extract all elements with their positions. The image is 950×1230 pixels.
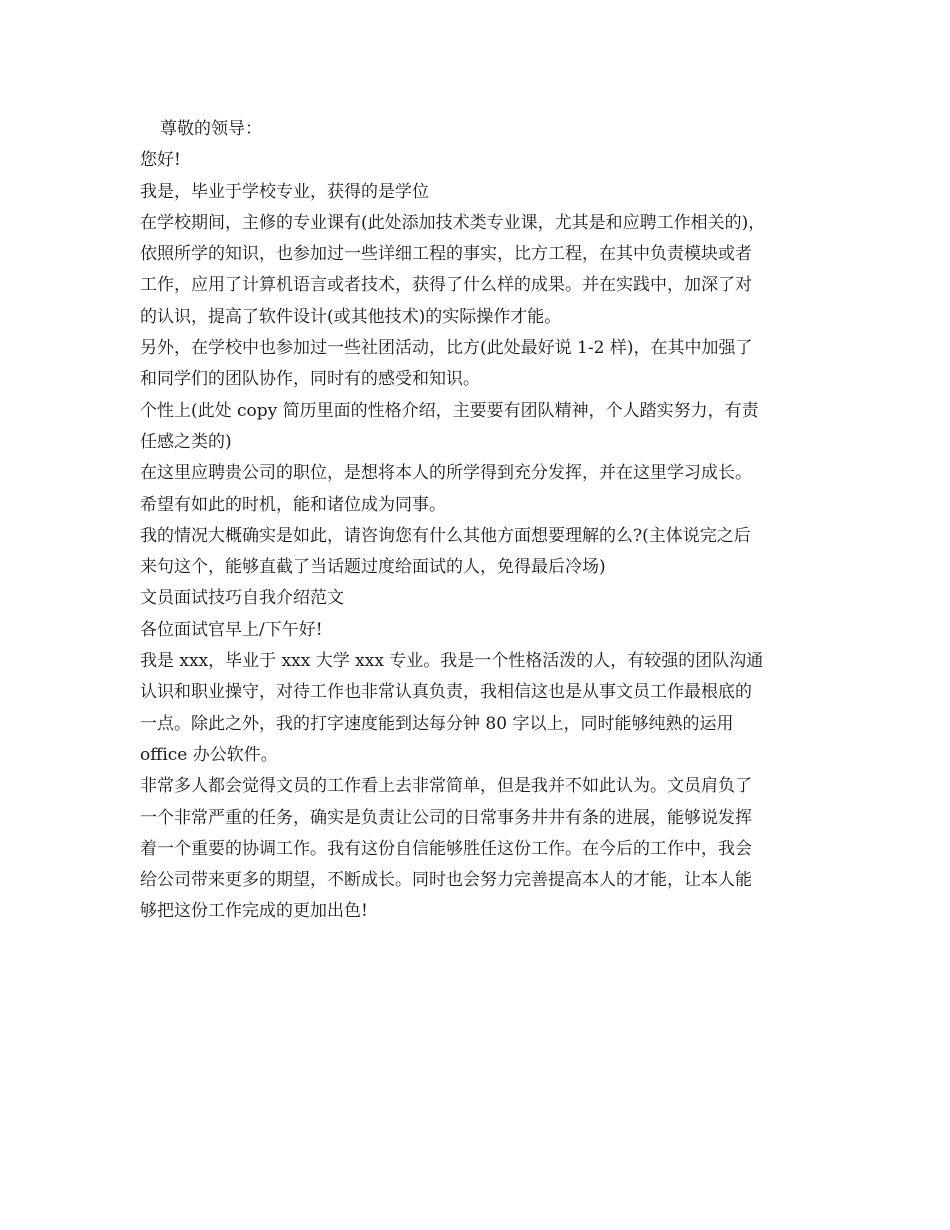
text-line: 非常多人都会觉得文员的工作看上去非常简单，但是我并不如此认为。文员肩负了 [140,776,752,797]
text-line: 在学校期间，主修的专业课有(此处添加技术类专业课，尤其是和应聘工作相关的)， [140,212,766,233]
text-line: 着一个重要的协调工作。我有这份自信能够胜任这份工作。在今后的工作中，我会 [140,838,752,859]
text-line: 够把这份工作完成的更加出色! [140,901,368,922]
document-body [140,114,830,928]
text-line: 另外，在学校中也参加过一些社团活动，比方(此处最好说 1-2 样)，在其中加强了 [140,338,753,359]
text-line: 认识和职业操守，对待工作也非常认真负责，我相信这也是从事文员工作最根底的 [140,682,752,703]
text-line: 在这里应聘贵公司的职位，是想将本人的所学得到充分发挥，并在这里学习成长。 [140,463,752,484]
text-line: 个性上(此处 copy 简历里面的性格介绍，主要要有团队精神，个人踏实努力，有责 [140,400,759,421]
text-line: 一个非常严重的任务，确实是负责让公司的日常事务井井有条的进展，能够说发挥 [140,807,752,828]
text-line: 各位面试官早上/下午好! [140,619,323,640]
salutation-line: 尊敬的领导： [160,119,262,139]
text-line: 的认识，提高了软件设计(或其他技术)的实际操作才能。 [140,306,562,327]
text-line: 工作，应用了计算机语言或者技术，获得了什么样的成果。并在实践中，加深了对 [140,275,752,296]
text-line: 我是 xxx，毕业于 xxx 大学 xxx 专业。我是一个性格活泼的人，有较强的团队沟通 [140,651,764,672]
text-line: 来句这个，能够直截了当话题过度给面试的人，免得最后冷场) [140,557,606,578]
text-line: 依照所学的知识，也参加过一些详细工程的事实，比方工程，在其中负责模块或者 [140,244,752,265]
text-line: 一点。除此之外，我的打字速度能到达每分钟 80 字以上，同时能够纯熟的运用 [140,713,734,734]
text-line: 我的情况大概确实是如此，请咨询您有什么其他方面想要理解的么?(主体说完之后 [140,525,751,546]
text-line: 给公司带来更多的期望，不断成长。同时也会努力完善提高本人的才能，让本人能 [140,870,752,891]
text-line: office 办公软件。 [140,744,278,765]
text-line: 希望有如此的时机，能和诸位成为同事。 [140,494,446,515]
text-line: 我是，毕业于学校专业，获得的是学位 [140,181,429,202]
greeting-line: 您好! [140,150,181,171]
text-line: 任感之类的) [140,431,232,452]
section-heading: 文员面试技巧自我介绍范文 [140,588,344,609]
text-line: 和同学们的团队协作，同时有的感受和知识。 [140,369,480,390]
